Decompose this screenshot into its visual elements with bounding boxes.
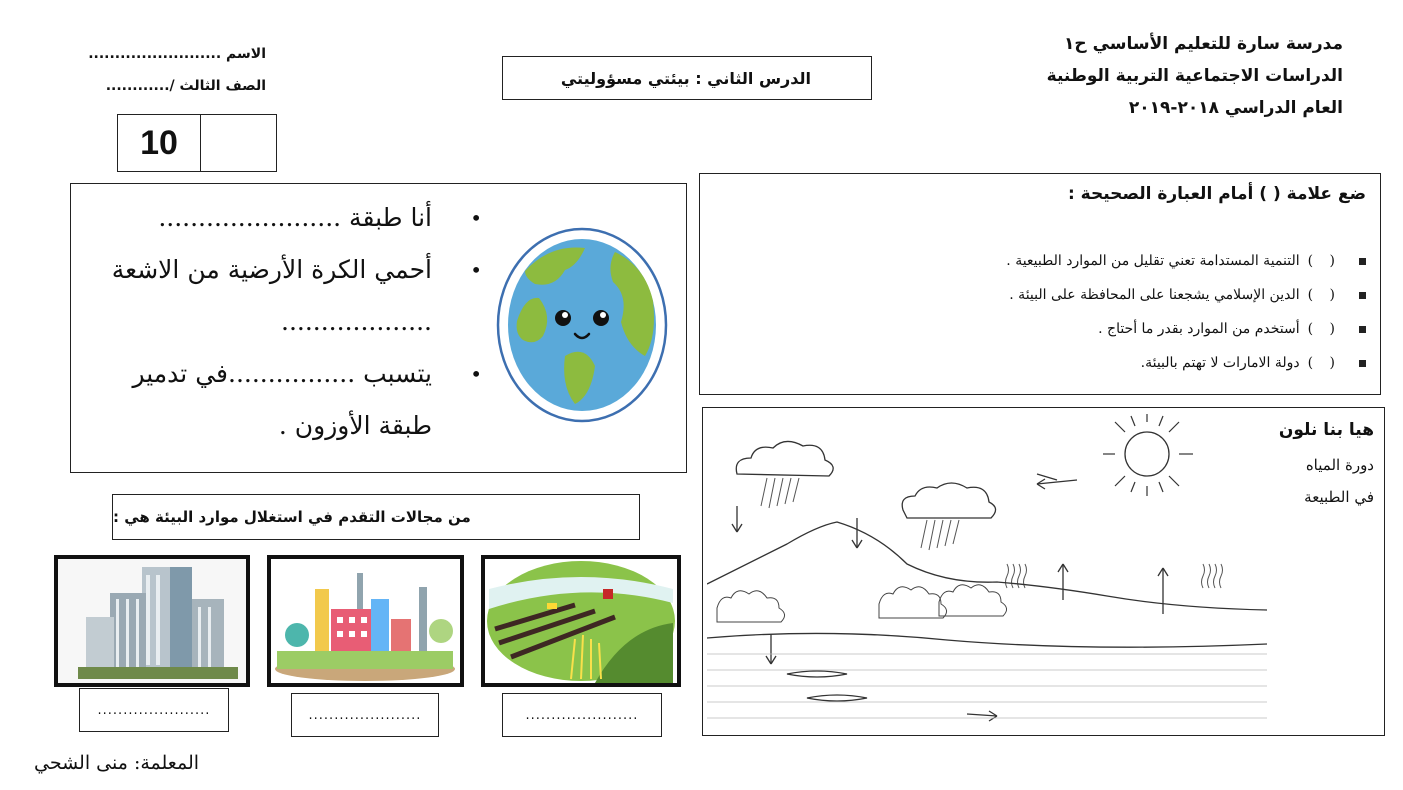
student-grade-field[interactable]: الصف الثالث /............ bbox=[105, 78, 266, 94]
earth-icon bbox=[495, 226, 669, 424]
score-box bbox=[117, 114, 277, 172]
answer-parentheses[interactable]: ( ) bbox=[1307, 321, 1341, 337]
answer-parentheses[interactable]: ( ) bbox=[1307, 287, 1341, 303]
school-year: العام الدراسي ٢٠١٨-٢٠١٩ bbox=[1128, 98, 1343, 118]
list-item: ( ) أستخدم من الموارد بقدر ما أحتاج . bbox=[746, 312, 1366, 346]
farm-field-icon bbox=[485, 559, 677, 683]
list-item: ( ) دولة الامارات لا تهتم بالبيئة. bbox=[746, 346, 1366, 380]
fields-question: من مجالات التقدم في استغلال موارد البيئة هي : bbox=[113, 508, 471, 526]
score-total: 10 bbox=[118, 115, 201, 171]
skyscraper-icon bbox=[58, 559, 246, 683]
water-cycle-subtitle: دورة المياه bbox=[1305, 456, 1374, 474]
answer-field-agriculture[interactable]: ...................... bbox=[502, 693, 662, 737]
lesson-title: الدرس الثاني : بيئتي مسؤوليتي bbox=[560, 68, 811, 88]
list-item: ( ) التنمية المستدامة تعني تقليل من الموارد الطبيعية . bbox=[746, 244, 1366, 278]
ozone-item: • أنا طبقة ....................... bbox=[158, 203, 482, 232]
factory-icon bbox=[271, 559, 460, 683]
ozone-section bbox=[70, 183, 687, 473]
fields-question-box bbox=[112, 494, 640, 540]
teacher-name: المعلمة: منى الشحي bbox=[34, 752, 200, 774]
true-false-list bbox=[746, 244, 1366, 380]
ozone-item: • أحمي الكرة الأرضية من الاشعة ................... bbox=[111, 255, 482, 336]
water-cycle-illustration[interactable] bbox=[707, 414, 1267, 732]
answer-parentheses[interactable]: ( ) bbox=[1307, 355, 1341, 371]
lesson-title-box bbox=[502, 56, 872, 100]
answer-parentheses[interactable]: ( ) bbox=[1307, 253, 1341, 269]
true-false-title: ضع علامة ( ) أمام العبارة الصحيحة : bbox=[1067, 184, 1366, 204]
answer-field-buildings[interactable]: ...................... bbox=[79, 688, 229, 732]
list-item: ( ) الدين الإسلامي يشجعنا على المحافظة على البيئة . bbox=[746, 278, 1366, 312]
industry-picture bbox=[267, 555, 464, 687]
water-cycle-subtitle: في الطبيعة bbox=[1304, 488, 1374, 506]
ozone-item: • يتسبب ................في تدمير طبقة الأوزون . bbox=[132, 359, 482, 440]
coloring-title: هيا بنا نلون bbox=[1278, 420, 1374, 440]
student-name-field[interactable]: الاسم ......................... bbox=[88, 46, 266, 62]
ozone-statements bbox=[92, 192, 482, 452]
true-false-section bbox=[699, 173, 1381, 395]
water-cycle-section bbox=[702, 407, 1385, 736]
school-name: مدرسة سارة للتعليم الأساسي ح١ bbox=[1064, 34, 1343, 54]
answer-field-industry[interactable]: ...................... bbox=[291, 693, 439, 737]
buildings-picture bbox=[54, 555, 250, 687]
school-subject: الدراسات الاجتماعية التربية الوطنية bbox=[1046, 66, 1343, 86]
agriculture-picture bbox=[481, 555, 681, 687]
score-earned-field[interactable] bbox=[201, 115, 276, 171]
